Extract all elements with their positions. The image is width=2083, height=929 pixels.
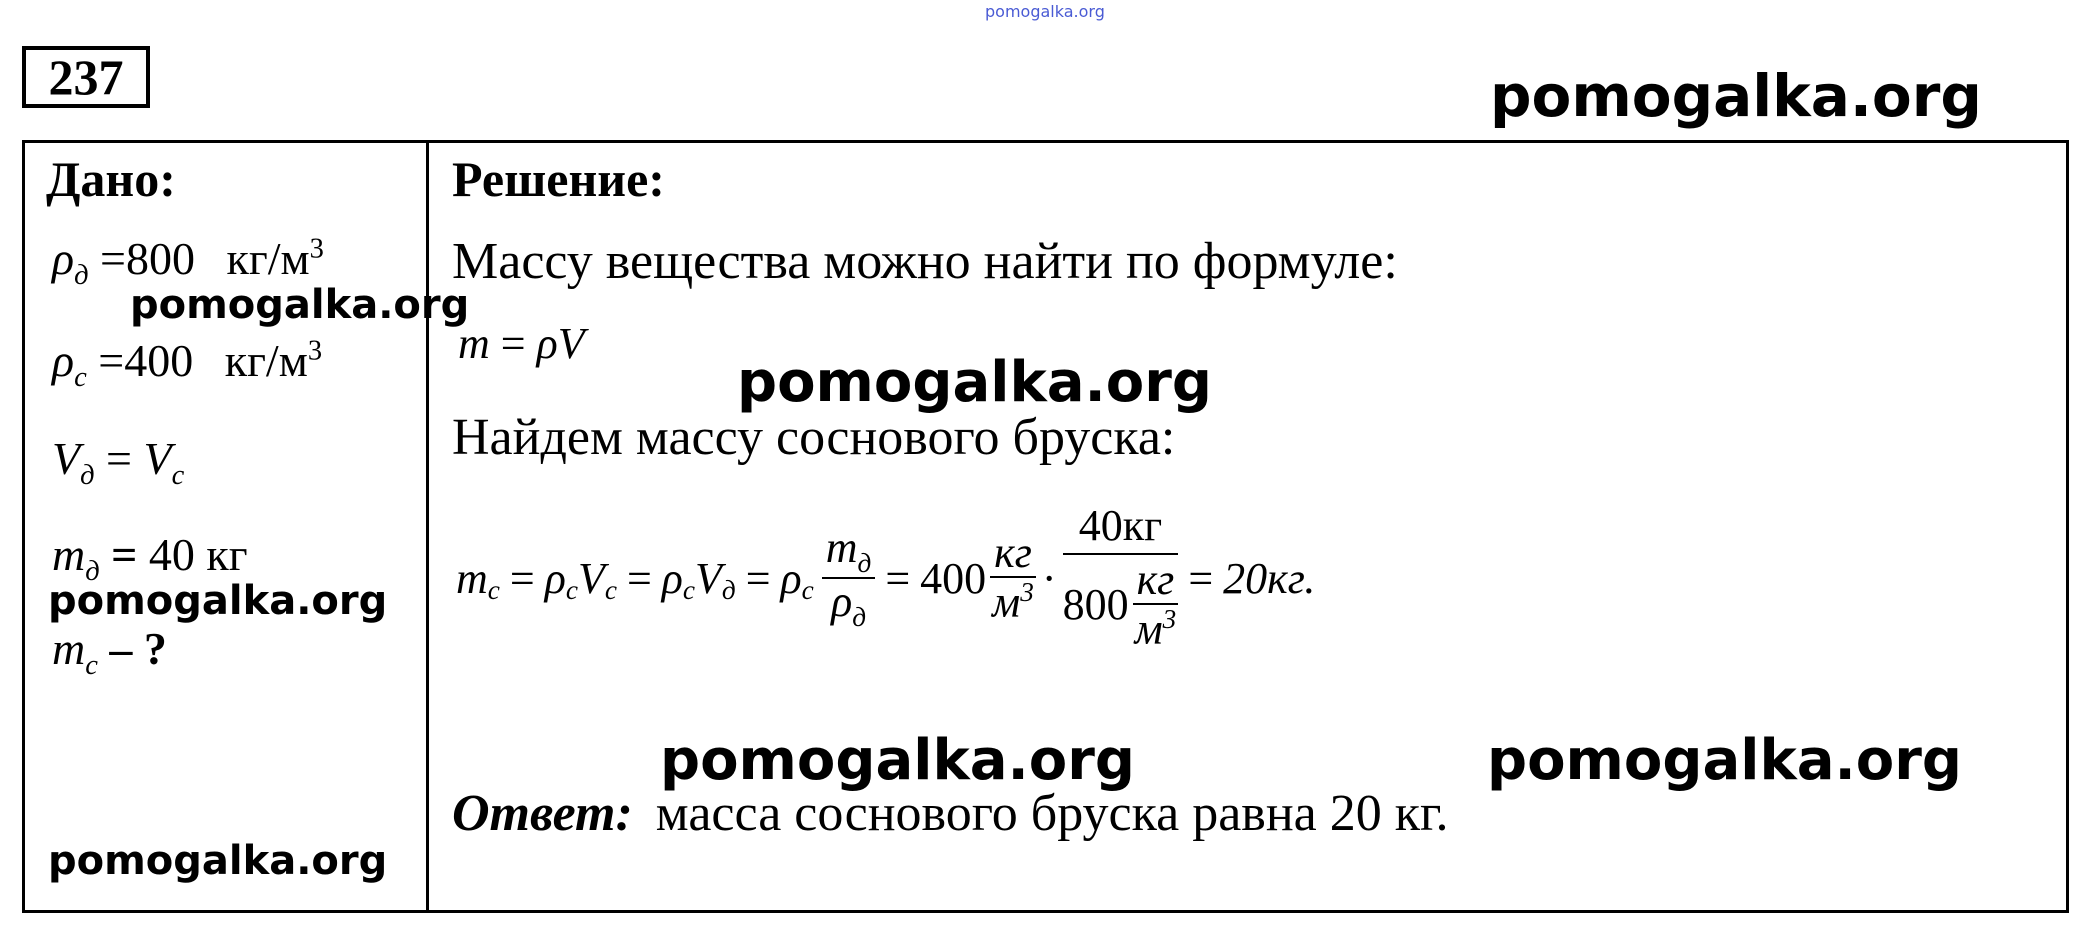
- given-mass-d: $m_д = 40$ кг: [52, 529, 248, 588]
- given-watermark-3: pomogalka.org: [48, 838, 388, 884]
- given-rho-d: $\rho_д =800$ $кг/м^3$: [52, 233, 324, 292]
- given-rho-c: $\rho_c =400$ $кг/м^3$: [52, 335, 323, 394]
- answer-label: Ответ:: [452, 785, 633, 842]
- problem-number: 237: [22, 46, 150, 108]
- given-watermark-2: pomogalka.org: [48, 578, 388, 624]
- given-heading: Дано:: [46, 151, 176, 207]
- solution-line-1: Массу вещества можно найти по формуле:: [452, 233, 1398, 290]
- given-volumes: $V_д = V_c$: [52, 433, 185, 492]
- given-mass-c: $m_c$ – ?: [52, 623, 167, 682]
- answer-text: масса соснового бруска равна 20 кг.: [655, 785, 1449, 842]
- fraction-m-over-rho: $\frac{m_д}{\rho_д}$: [822, 525, 876, 632]
- solution-watermark-3: pomogalka.org: [1487, 728, 1962, 793]
- tiny-watermark: pomogalka.org: [985, 2, 1105, 21]
- answer-line: [452, 784, 1448, 843]
- formula-mass: m = ρV: [458, 319, 585, 368]
- solution-heading: Решение:: [452, 151, 665, 207]
- solution-watermark-2: pomogalka.org: [660, 728, 1135, 793]
- fraction-unit: $\frac{кг}{м^3}$: [990, 530, 1036, 626]
- site-watermark: pomogalka.org: [1490, 62, 1982, 130]
- column-divider: [426, 140, 429, 913]
- solution-line-2: Найдем массу соснового бруска:: [452, 409, 1176, 466]
- solution-watermark-1: pomogalka.org: [737, 350, 1212, 415]
- fraction-big: 40кг 800 $\frac{кг}{м^3}$: [1063, 503, 1179, 653]
- calculation-formula: m $_c$ = ρ $_c$ V $_c$ = ρ $_c$ V $_д$ = ρ $_c$ $\frac{m_д}{\rho_д}$ = 400 $\frac{кг}{м^3}$ · 40кг 800 $\frac{кг}{м^3}$ = 20кг.: [456, 500, 1316, 654]
- given-watermark-1: pomogalka.org: [130, 282, 470, 328]
